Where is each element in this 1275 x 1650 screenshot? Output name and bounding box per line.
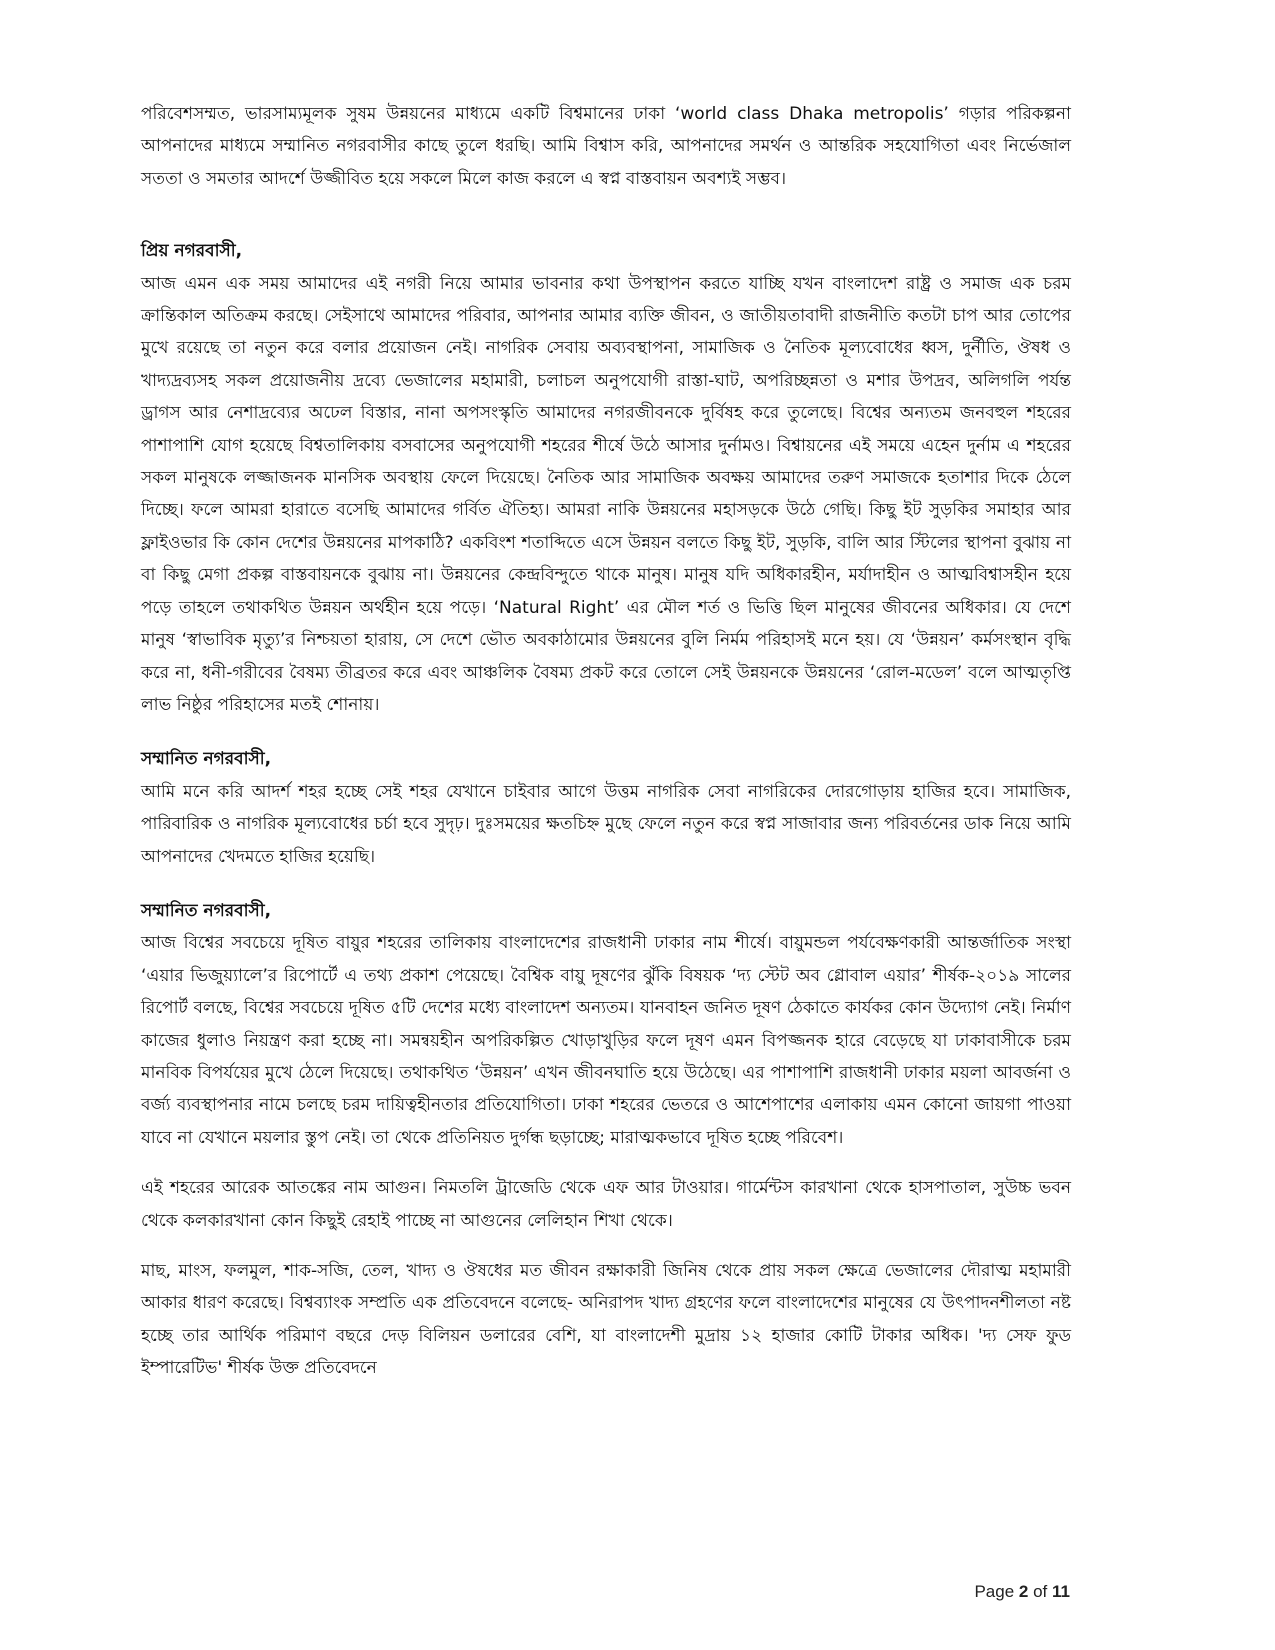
page-number: 2: [1018, 1582, 1029, 1601]
body-paragraph: এই শহরের আরেক আতঙ্কের নাম আগুন। নিমতলি ট্রাজেডি থেকে এফ আর টাওয়ার। গার্মেন্টস কারখানা থেকে হাসপাতাল, সুউচ্চ ভবন থেকে কলকারখানা কোন কিছুই রেহাই পাচ্ছে না আগুনের লেলিহান শিখা থেকে।: [141, 1178, 1071, 1231]
spacer: [141, 873, 1071, 895]
body-paragraph: মাছ, মাংস, ফলমুল, শাক-সজি, তেল, খাদ্য ও ঔষধের মত জীবন রক্ষাকারী জিনিষ থেকে প্রায় সকল ক্ষেত্রে ভেজালের দৌরাত্ম মহামারী আকার ধারণ করেছে। বিশ্বব্যাংক সম্প্রতি এক প্রতিবেদনে বলেছে- অনিরাপদ খাদ্য গ্রহণের ফলে বাংলাদেশের মানুষের যে উৎপাদনশীলতা নষ্ট হচ্ছে তার আর্থিক পরিমাণ বছরে দেড় বিলিয়ন ডলারের বেশি, যা বাংলাদেশী মুদ্রায় ১২ হাজার কোটি টাকার অধিক। 'দ্য সেফ ফুড ইম্পারেটিভ' শীর্ষক উক্ত প্রতিবেদনে: [141, 1261, 1071, 1379]
salutation-heading: প্রিয় নগরবাসী,: [141, 241, 243, 262]
intro-paragraph: পরিবেশসম্মত, ভারসাম্যমূলক সুষম উন্নয়নের মাধ্যমে একটি বিশ্বমানের ঢাকা ‘world class Dhaka metropolis’ গড়ার পরিকল্পনা আপনাদের মাধ্যমে সম্মানিত নগরবাসীর কাছে তুলে ধরছি। আমি বিশ্বাস করি, আপনাদের সমর্থন ও আন্তরিক সহযোগিতা এবং নির্ভেজাল সততা ও সমতার আদর্শে উজ্জীবিত হয়ে সকলে মিলে কাজ করলে এ স্বপ্ন বাস্তবায়ন অবশ্যই সম্ভব।: [141, 104, 1071, 189]
page-content: [141, 98, 1071, 1385]
salutation-heading: সম্মানিত নগরবাসী,: [141, 900, 272, 921]
salutation-heading: সম্মানিত নগরবাসী,: [141, 749, 272, 770]
spacer: [141, 721, 1071, 743]
page-of-label: of: [1033, 1582, 1048, 1601]
body-paragraph: আজ বিশ্বের সবচেয়ে দূষিত বায়ুর শহরের তালিকায় বাংলাদেশের রাজধানী ঢাকার নাম শীর্ষে। বায়ুমন্ডল পর্যবেক্ষণকারী আন্তর্জাতিক সংস্থা ‘এয়ার ভিজুয়্যালে’র রিপোর্টে এ তথ্য প্রকাশ পেয়েছে। বৈশ্বিক বায়ু দূষণের ঝুঁকি বিষয়ক ‘দ্য স্টেট অব গ্লোবাল এয়ার’ শীর্ষক-২০১৯ সালের রিপোর্ট বলছে, বিশ্বের সবচেয়ে দূষিত ৫টি দেশের মধ্যে বাংলাদেশ অন্যতম। যানবাহন জনিত দূষণ ঠেকাতে কার্যকর কোন উদ্যোগ নেই। নির্মাণ কাজের ধুলাও নিয়ন্ত্রণ করা হচ্ছে না। সমন্বয়হীন অপরিকল্পিত খোড়াখুড়ির ফলে দূষণ এমন বিপজ্জনক হারে বেড়েছে যা ঢাকাবাসীকে চরম মানবিক বিপর্যয়ের মুখে ঠেলে দিয়েছে। তথাকথিত ‘উন্নয়ন’ এখন জীবনঘাতি হয়ে উঠেছে। এর পাশাপাশি রাজধানী ঢাকার ময়লা আবর্জনা ও বর্জ্য ব্যবস্থাপনার নামে চলছে চরম দায়িত্বহীনতার প্রতিযোগিতা। ঢাকা শহরের ভেতরে ও আশেপাশের এলাকায় এমন কোনো জায়গা পাওয়া যাবে না যেখানে ময়লার স্তুপ নেই। তা থেকে প্রতিনিয়ত দুর্গন্ধ ছড়াচ্ছে; মারাত্মকভাবে দূষিত হচ্ছে পরিবেশ।: [141, 933, 1071, 1148]
spacer: [141, 1237, 1071, 1255]
page-footer: [974, 1582, 1070, 1602]
spacer: [141, 1154, 1071, 1172]
body-paragraph: আমি মনে করি আদর্শ শহর হচ্ছে সেই শহর যেখানে চাইবার আগে উত্তম নাগরিক সেবা নাগরিকের দোরগোড়ায় হাজির হবে। সামাজিক, পারিবারিক ও নাগরিক মূল্যবোধের চর্চা হবে সুদৃঢ়। দুঃসময়ের ক্ষতচিহ্ন মুছে ফেলে নতুন করে স্বপ্ন সাজাবার জন্য পরিবর্তনের ডাক নিয়ে আমি আপনাদের খেদমতে হাজির হয়েছি।: [141, 781, 1071, 867]
spacer: [141, 195, 1071, 235]
page-total: 11: [1052, 1582, 1070, 1601]
body-paragraph: আজ এমন এক সময় আমাদের এই নগরী নিয়ে আমার ভাবনার কথা উপস্থাপন করতে যাচ্ছি যখন বাংলাদেশ রাষ্ট্র ও সমাজ এক চরম ক্রান্তিকাল অতিক্রম করছে। সেইসাথে আমাদের পরিবার, আপনার আমার ব্যক্তি জীবন, ও জাতীয়তাবাদী রাজনীতি কতটা চাপ আর তোপের মুখে রয়েছে তা নতুন করে বলার প্রয়োজন নেই। নাগরিক সেবায় অব্যবস্থাপনা, সামাজিক ও নৈতিক মূল্যবোধের ধ্বস, দুর্নীতি, ঔষধ ও খাদ্যদ্রব্যসহ সকল প্রয়োজনীয় দ্রব্যে ভেজালের মহামারী, চলাচল অনুপযোগী রাস্তা-ঘাট, অপরিচ্ছন্নতা ও মশার উপদ্রব, অলিগলি পর্যন্ত ড্রাগস আর নেশাদ্রব্যের অঢেল বিস্তার, নানা অপসংস্কৃতি আমাদের নগরজীবনকে দুর্বিষহ করে তুলেছে। বিশ্বের অন্যতম জনবহুল শহরের পাশাপাশি যোগ হয়েছে বিশ্বতালিকায় বসবাসের অনুপযোগী শহরের শীর্ষে উঠে আসার দুর্নামও। বিশ্বায়নের এই সময়ে এহেন দুর্নাম এ শহরের সকল মানুষকে লজ্জাজনক মানসিক অবস্থায় ফেলে দিয়েছে। নৈতিক আর সামাজিক অবক্ষয় আমাদের তরুণ সমাজকে হতাশার দিকে ঠেলে দিচ্ছে। ফলে আমরা হারাতে বসেছি আমাদের গর্বিত ঐতিহ্য। আমরা নাকি উন্নয়নের মহাসড়কে উঠে গেছি। কিছু ইট সুড়কির সমাহার আর ফ্লাইওভার কি কোন দেশের উন্নয়নের মাপকাঠি? একবিংশ শতাব্দিতে এসে উন্নয়ন বলতে কিছু ইট, সুড়কি, বালি আর স্টিলের স্থাপনা বুঝায় না বা কিছু মেগা প্রকল্প বাস্তবায়নকে বুঝায় না। উন্নয়নের কেন্দ্রবিন্দুতে থাকে মানুষ। মানুষ যদি অধিকারহীন, মর্যাদাহীন ও আত্মবিশ্বাসহীন হয়ে পড়ে তাহলে তথাকথিত উন্নয়ন অর্থহীন হয়ে পড়ে। ‘Natural Right’ এর মৌল শর্ত ও ভিত্তি ছিল মানুষের জীবনের অধিকার। যে দেশে মানুষ ‘স্বাভাবিক মৃত্যু’র নিশ্চয়তা হারায়, সে দেশে ভৌত অবকাঠামোর উন্নয়নের বুলি নির্মম পরিহাসই মনে হয়। যে ‘উন্নয়ন’ কর্মসংস্থান বৃদ্ধি করে না, ধনী-গরীবের বৈষম্য তীব্রতর করে এবং আঞ্চলিক বৈষম্য প্রকট করে তোলে সেই উন্নয়নকে উন্নয়নের ‘রোল-মডেল’ বলে আত্মতৃপ্তি লাভ নিষ্ঠুর পরিহাসের মতই শোনায়।: [141, 273, 1071, 715]
page-label: Page: [974, 1582, 1015, 1601]
